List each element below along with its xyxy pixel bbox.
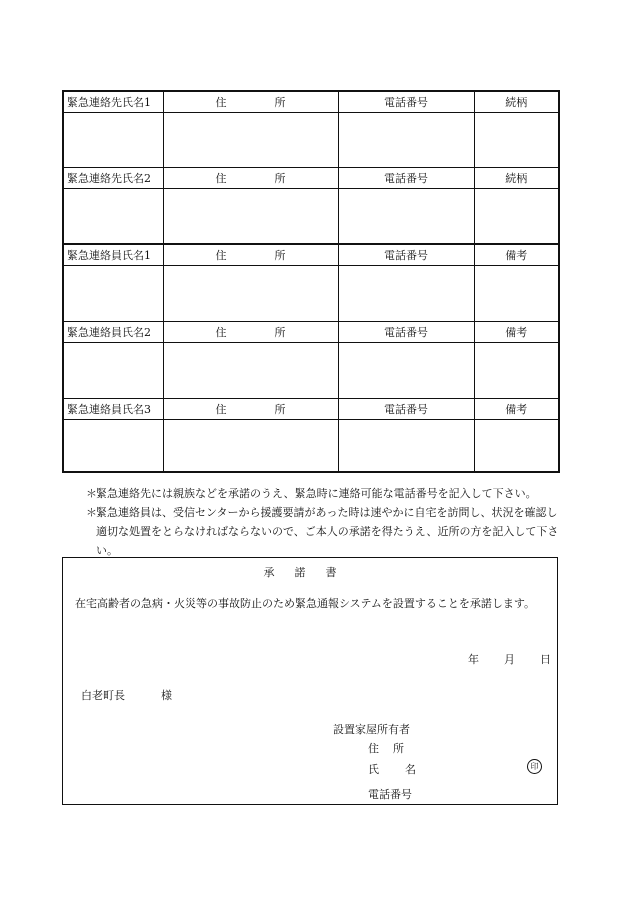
name-cell[interactable] xyxy=(63,343,163,399)
note-asterisk: ＊ xyxy=(86,506,97,519)
relation-column-label: 続柄 xyxy=(474,168,559,189)
address-column-label: 住 所 xyxy=(163,91,338,113)
day-label: 日 xyxy=(540,653,551,666)
owner-phone-label: 電話番号 xyxy=(368,788,412,801)
remarks-column-label: 備考 xyxy=(474,244,559,266)
addressee-line xyxy=(81,687,172,703)
name-column-label: 緊急連絡先氏名1 xyxy=(63,91,163,113)
note-asterisk: ＊ xyxy=(86,487,97,500)
remarks-cell[interactable] xyxy=(474,420,559,472)
name-cell[interactable] xyxy=(63,189,163,244)
emergency-contact-table xyxy=(62,90,560,473)
instruction-notes xyxy=(86,484,564,560)
phone-column-label: 電話番号 xyxy=(338,322,474,343)
table-row xyxy=(63,265,559,321)
address-cell[interactable] xyxy=(163,420,338,472)
note-emergency-member xyxy=(86,503,564,560)
seal-mark-icon: 印 xyxy=(527,759,542,774)
consent-statement: 在宅高齢者の急病・火災等の事故防止のため緊急通報システムを設置することを承諾します。 xyxy=(75,597,536,610)
name-cell[interactable] xyxy=(63,265,163,321)
address-cell[interactable] xyxy=(163,343,338,399)
name-column-label: 緊急連絡先氏名2 xyxy=(63,168,163,189)
relation-column-label: 続柄 xyxy=(474,91,559,113)
note-text: 緊急連絡員は、受信センターから援護要請があった時は速やかに自宅を訪問し、状況を確認し適切な処置をとらなければならないので、ご本人の承諾を得たうえ、近所の方を記入して下さい。 xyxy=(96,506,559,557)
phone-cell[interactable] xyxy=(338,189,474,244)
consent-title: 承諾書 xyxy=(263,566,357,579)
remarks-column-label: 備考 xyxy=(474,322,559,343)
table-header-row xyxy=(63,91,559,113)
address-column-label: 住 所 xyxy=(163,168,338,189)
table-header-row xyxy=(63,244,559,266)
name-column-label: 緊急連絡員氏名1 xyxy=(63,244,163,266)
town-chief-label: 白老町長 xyxy=(81,689,125,702)
table-header-row xyxy=(63,168,559,189)
note-emergency-contact xyxy=(86,484,564,503)
relation-cell[interactable] xyxy=(474,113,559,168)
address-column-label: 住 所 xyxy=(163,399,338,420)
year-label: 年 xyxy=(468,653,479,666)
phone-column-label: 電話番号 xyxy=(338,244,474,266)
table-header-row xyxy=(63,399,559,420)
name-cell[interactable] xyxy=(63,420,163,472)
table-header-row xyxy=(63,322,559,343)
name-cell[interactable] xyxy=(63,113,163,168)
phone-cell[interactable] xyxy=(338,343,474,399)
phone-cell[interactable] xyxy=(338,420,474,472)
owner-label: 設置家屋所有者 xyxy=(333,723,410,736)
table-row xyxy=(63,343,559,399)
address-column-label: 住 所 xyxy=(163,244,338,266)
table-row xyxy=(63,420,559,472)
relation-cell[interactable] xyxy=(474,189,559,244)
address-cell[interactable] xyxy=(163,113,338,168)
honorific-label: 様 xyxy=(161,689,172,702)
name-column-label: 緊急連絡員氏名3 xyxy=(63,399,163,420)
phone-cell[interactable] xyxy=(338,113,474,168)
owner-name-label: 氏名 xyxy=(368,763,442,776)
remarks-cell[interactable] xyxy=(474,343,559,399)
month-label: 月 xyxy=(504,653,515,666)
address-cell[interactable] xyxy=(163,189,338,244)
remarks-cell[interactable] xyxy=(474,265,559,321)
name-column-label: 緊急連絡員氏名2 xyxy=(63,322,163,343)
table-row xyxy=(63,113,559,168)
remarks-column-label: 備考 xyxy=(474,399,559,420)
address-column-label: 住 所 xyxy=(163,322,338,343)
note-text: 緊急連絡先には親族などを承諾のうえ、緊急時に連絡可能な電話番号を記入して下さい。 xyxy=(96,487,537,500)
table-row xyxy=(63,189,559,244)
owner-address-label: 住所 xyxy=(368,742,418,755)
date-line xyxy=(443,651,551,667)
phone-cell[interactable] xyxy=(338,265,474,321)
address-cell[interactable] xyxy=(163,265,338,321)
phone-column-label: 電話番号 xyxy=(338,91,474,113)
consent-form-box xyxy=(62,557,558,805)
phone-column-label: 電話番号 xyxy=(338,399,474,420)
phone-column-label: 電話番号 xyxy=(338,168,474,189)
